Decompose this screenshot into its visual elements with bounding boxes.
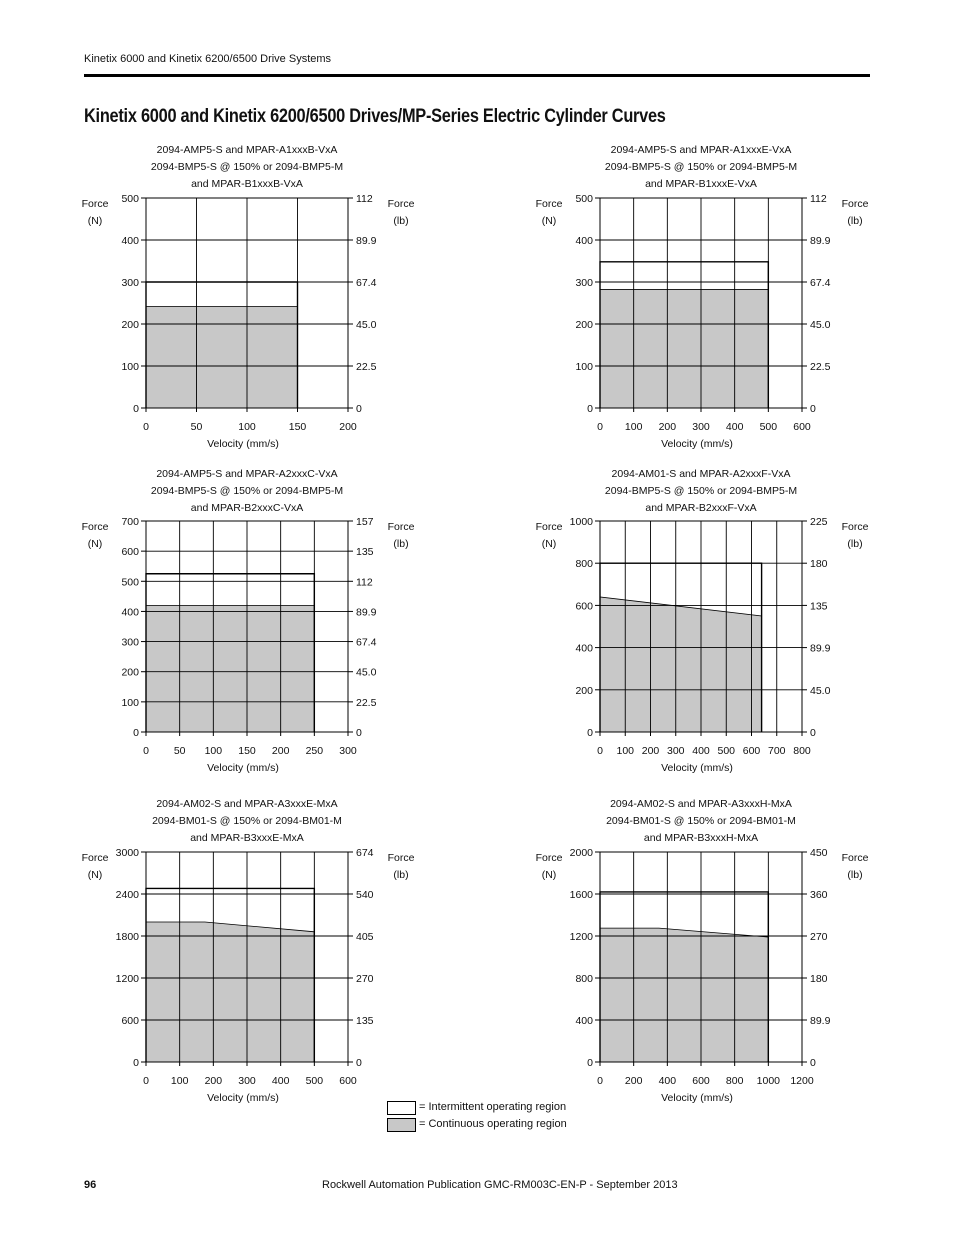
y-tick-label-right: 135 (356, 546, 374, 559)
x-tick-label: 600 (793, 421, 811, 433)
y-axis-label-right: Force (387, 852, 415, 864)
x-axis-label: Velocity (mm/s) (207, 1092, 279, 1104)
footer-publication: Rockwell Automation Publication GMC-RM003C-EN-P - September 2013 (322, 1179, 678, 1191)
x-tick-label: 800 (793, 745, 811, 757)
y-tick-label-right: 112 (356, 576, 373, 589)
chart-title-line: 2094-AM02-S and MPAR-A3xxxH-MxA (610, 798, 792, 810)
x-tick-label: 150 (288, 421, 307, 433)
x-tick-label: 500 (759, 421, 778, 433)
chart-title-line: and MPAR-B3xxxH-MxA (643, 832, 759, 844)
y-tick-label-left: 800 (575, 558, 593, 571)
x-tick-label: 800 (725, 1075, 744, 1087)
chart-3 (82, 468, 415, 774)
y-axis-label-left: (N) (87, 538, 103, 550)
x-tick-label: 200 (658, 421, 677, 433)
y-tick-label-right: 89.9 (810, 642, 831, 655)
y-tick-label-left: 1800 (115, 931, 139, 943)
chart-title-line: 2094-AMP5-S and MPAR-A2xxxC-VxA (156, 468, 338, 480)
y-tick-label-left: 0 (587, 1057, 593, 1069)
x-tick-label: 500 (717, 745, 736, 757)
y-tick-label-right: 45.0 (356, 319, 377, 331)
y-axis-label-right: (lb) (393, 869, 409, 881)
x-tick-label: 0 (597, 1075, 603, 1087)
y-tick-label-right: 45.0 (356, 666, 377, 679)
chart-4 (536, 468, 869, 774)
y-axis-label-right: Force (841, 521, 869, 533)
y-tick-label-left: 100 (121, 361, 139, 373)
x-tick-label: 1000 (756, 1075, 781, 1087)
y-tick-label-left: 600 (121, 546, 139, 559)
y-axis-label-left: (N) (87, 215, 103, 227)
x-tick-label: 600 (339, 1075, 357, 1087)
running-header: Kinetix 6000 and Kinetix 6200/6500 Drive Systems (84, 53, 332, 65)
x-axis-label: Velocity (mm/s) (661, 1092, 733, 1104)
y-tick-label-right: 45.0 (810, 319, 831, 331)
x-tick-label: 300 (339, 745, 357, 757)
x-tick-label: 500 (305, 1075, 324, 1087)
y-tick-label-left: 400 (575, 642, 593, 655)
x-tick-label: 400 (692, 745, 710, 757)
continuous-region (146, 605, 314, 732)
chart-title-line: and MPAR-B2xxxF-VxA (645, 502, 757, 514)
y-tick-label-right: 135 (356, 1015, 374, 1027)
chart-6 (536, 798, 869, 1104)
x-tick-label: 0 (143, 421, 149, 433)
x-tick-label: 100 (616, 745, 635, 757)
x-axis-label: Velocity (mm/s) (661, 762, 733, 774)
y-tick-label-right: 0 (810, 727, 816, 739)
y-tick-label-left: 400 (121, 606, 139, 619)
continuous-region (600, 290, 768, 408)
y-tick-label-right: 360 (810, 889, 828, 901)
chart-title-line: and MPAR-B1xxxE-VxA (645, 178, 757, 190)
y-tick-label-left: 3000 (115, 847, 139, 859)
x-tick-label: 100 (238, 421, 256, 433)
x-tick-label: 700 (767, 745, 786, 757)
legend-swatch-continuous (387, 1118, 416, 1132)
page-title: Kinetix 6000 and Kinetix 6200/6500 Drives/MP-Series Electric Cylinder Curves (84, 106, 666, 127)
x-tick-label: 400 (725, 421, 744, 433)
x-tick-label: 400 (271, 1075, 290, 1087)
x-axis-label: Velocity (mm/s) (207, 762, 279, 774)
legend-label-intermittent: = Intermittent operating region (419, 1101, 567, 1113)
y-tick-label-right: 89.9 (810, 1015, 831, 1027)
y-tick-label-right: 22.5 (356, 696, 377, 709)
x-axis-label: Velocity (mm/s) (661, 438, 733, 450)
y-tick-label-left: 800 (575, 973, 593, 985)
chart-title-line: 2094-BMP5-S @ 150% or 2094-BMP5-M (604, 485, 798, 497)
x-tick-label: 200 (271, 745, 290, 757)
continuous-region (600, 928, 768, 1062)
x-tick-label: 600 (742, 745, 761, 757)
x-tick-label: 400 (658, 1075, 677, 1087)
y-axis-label-left: Force (535, 198, 563, 210)
legend-label-continuous: = Continuous operating region (419, 1118, 567, 1130)
y-tick-label-right: 0 (810, 1057, 816, 1069)
y-tick-label-left: 500 (121, 576, 139, 589)
chart-title-line: and MPAR-B2xxxC-VxA (190, 502, 304, 514)
x-tick-label: 1200 (790, 1075, 814, 1087)
y-tick-label-right: 89.9 (356, 606, 377, 619)
y-axis-label-left: (N) (87, 869, 103, 881)
y-tick-label-right: 0 (356, 403, 362, 415)
y-tick-label-left: 2400 (115, 889, 139, 901)
y-tick-label-right: 67.4 (356, 277, 377, 289)
chart-2 (536, 144, 869, 450)
y-tick-label-right: 405 (356, 931, 374, 943)
y-axis-label-right: (lb) (393, 538, 409, 550)
y-tick-label-left: 400 (575, 1015, 593, 1027)
y-axis-label-right: Force (387, 198, 415, 210)
x-tick-label: 300 (238, 1075, 256, 1087)
chart-title-line: and MPAR-B1xxxB-VxA (191, 178, 303, 190)
y-axis-label-right: (lb) (847, 538, 863, 550)
y-tick-label-left: 0 (133, 727, 139, 739)
y-tick-label-left: 200 (121, 666, 139, 679)
chart-title-line: 2094-BMP5-S @ 150% or 2094-BMP5-M (604, 161, 798, 173)
y-tick-label-left: 400 (121, 235, 139, 247)
y-tick-label-right: 0 (810, 403, 816, 415)
y-tick-label-left: 1000 (569, 516, 593, 528)
chart-1 (82, 144, 415, 450)
y-tick-label-left: 0 (133, 1057, 139, 1069)
y-axis-label-left: Force (81, 198, 109, 210)
y-tick-label-right: 540 (356, 889, 374, 901)
x-tick-label: 150 (238, 745, 256, 757)
y-tick-label-right: 674 (356, 847, 374, 859)
y-axis-label-right: (lb) (847, 215, 863, 227)
y-tick-label-right: 67.4 (810, 277, 831, 289)
x-axis-label: Velocity (mm/s) (207, 438, 279, 450)
y-axis-label-left: (N) (541, 215, 557, 227)
y-tick-label-left: 300 (575, 277, 593, 289)
y-tick-label-right: 0 (356, 1057, 362, 1069)
y-axis-label-left: Force (81, 521, 109, 533)
chart-title-line: 2094-AMP5-S and MPAR-A1xxxE-VxA (610, 144, 792, 156)
y-tick-label-right: 180 (810, 973, 828, 985)
x-tick-label: 250 (305, 745, 324, 757)
chart-title-line: 2094-AM01-S and MPAR-A2xxxF-VxA (611, 468, 791, 480)
continuous-region (600, 597, 762, 732)
chart-title-line: and MPAR-B3xxxE-MxA (190, 832, 304, 844)
y-tick-label-left: 500 (575, 193, 593, 205)
y-tick-label-left: 100 (575, 361, 593, 373)
chart-title-line: 2094-BMP5-S @ 150% or 2094-BMP5-M (150, 161, 344, 173)
y-tick-label-left: 400 (575, 235, 593, 247)
chart-title-line: 2094-BM01-S @ 150% or 2094-BM01-M (606, 815, 796, 827)
y-tick-label-left: 1600 (569, 889, 593, 901)
y-tick-label-left: 0 (133, 403, 139, 415)
y-axis-label-right: (lb) (393, 215, 409, 227)
y-tick-label-left: 300 (121, 277, 139, 289)
y-axis-label-left: (N) (541, 869, 557, 881)
y-axis-label-right: Force (387, 521, 415, 533)
page-number: 96 (84, 1179, 97, 1191)
y-axis-label-left: Force (535, 521, 563, 533)
y-axis-label-left: Force (81, 852, 109, 864)
chart-title-line: 2094-AMP5-S and MPAR-A1xxxB-VxA (156, 144, 338, 156)
y-tick-label-left: 300 (121, 636, 139, 649)
continuous-region (146, 922, 314, 1062)
x-tick-label: 300 (692, 421, 710, 433)
y-tick-label-left: 2000 (569, 847, 593, 859)
chart-5 (82, 798, 415, 1104)
x-tick-label: 300 (666, 745, 685, 757)
y-tick-label-left: 700 (121, 516, 139, 528)
y-tick-label-left: 1200 (569, 931, 593, 943)
y-tick-label-left: 500 (121, 193, 139, 205)
y-tick-label-left: 0 (587, 727, 593, 739)
y-tick-label-left: 1200 (115, 973, 139, 985)
y-tick-label-left: 600 (121, 1015, 139, 1027)
y-axis-label-right: (lb) (847, 869, 863, 881)
y-tick-label-right: 112 (356, 193, 373, 205)
y-tick-label-right: 450 (810, 847, 828, 859)
x-tick-label: 0 (597, 421, 603, 433)
legend-swatch-intermittent (387, 1101, 416, 1115)
x-tick-label: 600 (692, 1075, 710, 1087)
y-tick-label-left: 200 (121, 319, 139, 331)
y-tick-label-left: 0 (587, 403, 593, 415)
y-axis-label-right: Force (841, 198, 869, 210)
y-tick-label-right: 89.9 (356, 235, 377, 247)
y-tick-label-left: 200 (575, 319, 593, 331)
y-tick-label-right: 270 (356, 973, 374, 985)
x-tick-label: 200 (339, 421, 357, 433)
chart-title-line: 2094-BM01-S @ 150% or 2094-BM01-M (152, 815, 342, 827)
y-tick-label-right: 22.5 (356, 361, 377, 373)
y-tick-label-right: 225 (810, 516, 828, 528)
y-tick-label-left: 200 (575, 684, 593, 697)
x-tick-label: 100 (204, 745, 223, 757)
x-tick-label: 100 (170, 1075, 189, 1087)
x-tick-label: 200 (624, 1075, 643, 1087)
y-axis-label-left: (N) (541, 538, 557, 550)
x-tick-label: 0 (143, 745, 149, 757)
y-tick-label-left: 100 (121, 696, 139, 709)
chart-title-line: 2094-BMP5-S @ 150% or 2094-BMP5-M (150, 485, 344, 497)
x-tick-label: 50 (190, 421, 203, 433)
y-tick-label-right: 135 (810, 600, 828, 613)
x-tick-label: 50 (173, 745, 186, 757)
y-tick-label-right: 270 (810, 931, 828, 943)
y-tick-label-right: 157 (356, 516, 374, 528)
y-tick-label-right: 180 (810, 558, 828, 571)
y-tick-label-left: 600 (575, 600, 593, 613)
y-tick-label-right: 45.0 (810, 684, 831, 697)
y-tick-label-right: 22.5 (810, 361, 831, 373)
y-axis-label-right: Force (841, 852, 869, 864)
continuous-region (146, 306, 298, 408)
y-tick-label-right: 89.9 (810, 235, 831, 247)
y-tick-label-right: 0 (356, 727, 362, 739)
x-tick-label: 0 (597, 745, 603, 757)
y-tick-label-right: 112 (810, 193, 827, 205)
x-tick-label: 100 (624, 421, 643, 433)
y-axis-label-left: Force (535, 852, 563, 864)
x-tick-label: 200 (204, 1075, 223, 1087)
chart-title-line: 2094-AM02-S and MPAR-A3xxxE-MxA (156, 798, 338, 810)
x-tick-label: 0 (143, 1075, 149, 1087)
x-tick-label: 200 (641, 745, 660, 757)
y-tick-label-right: 67.4 (356, 636, 377, 649)
